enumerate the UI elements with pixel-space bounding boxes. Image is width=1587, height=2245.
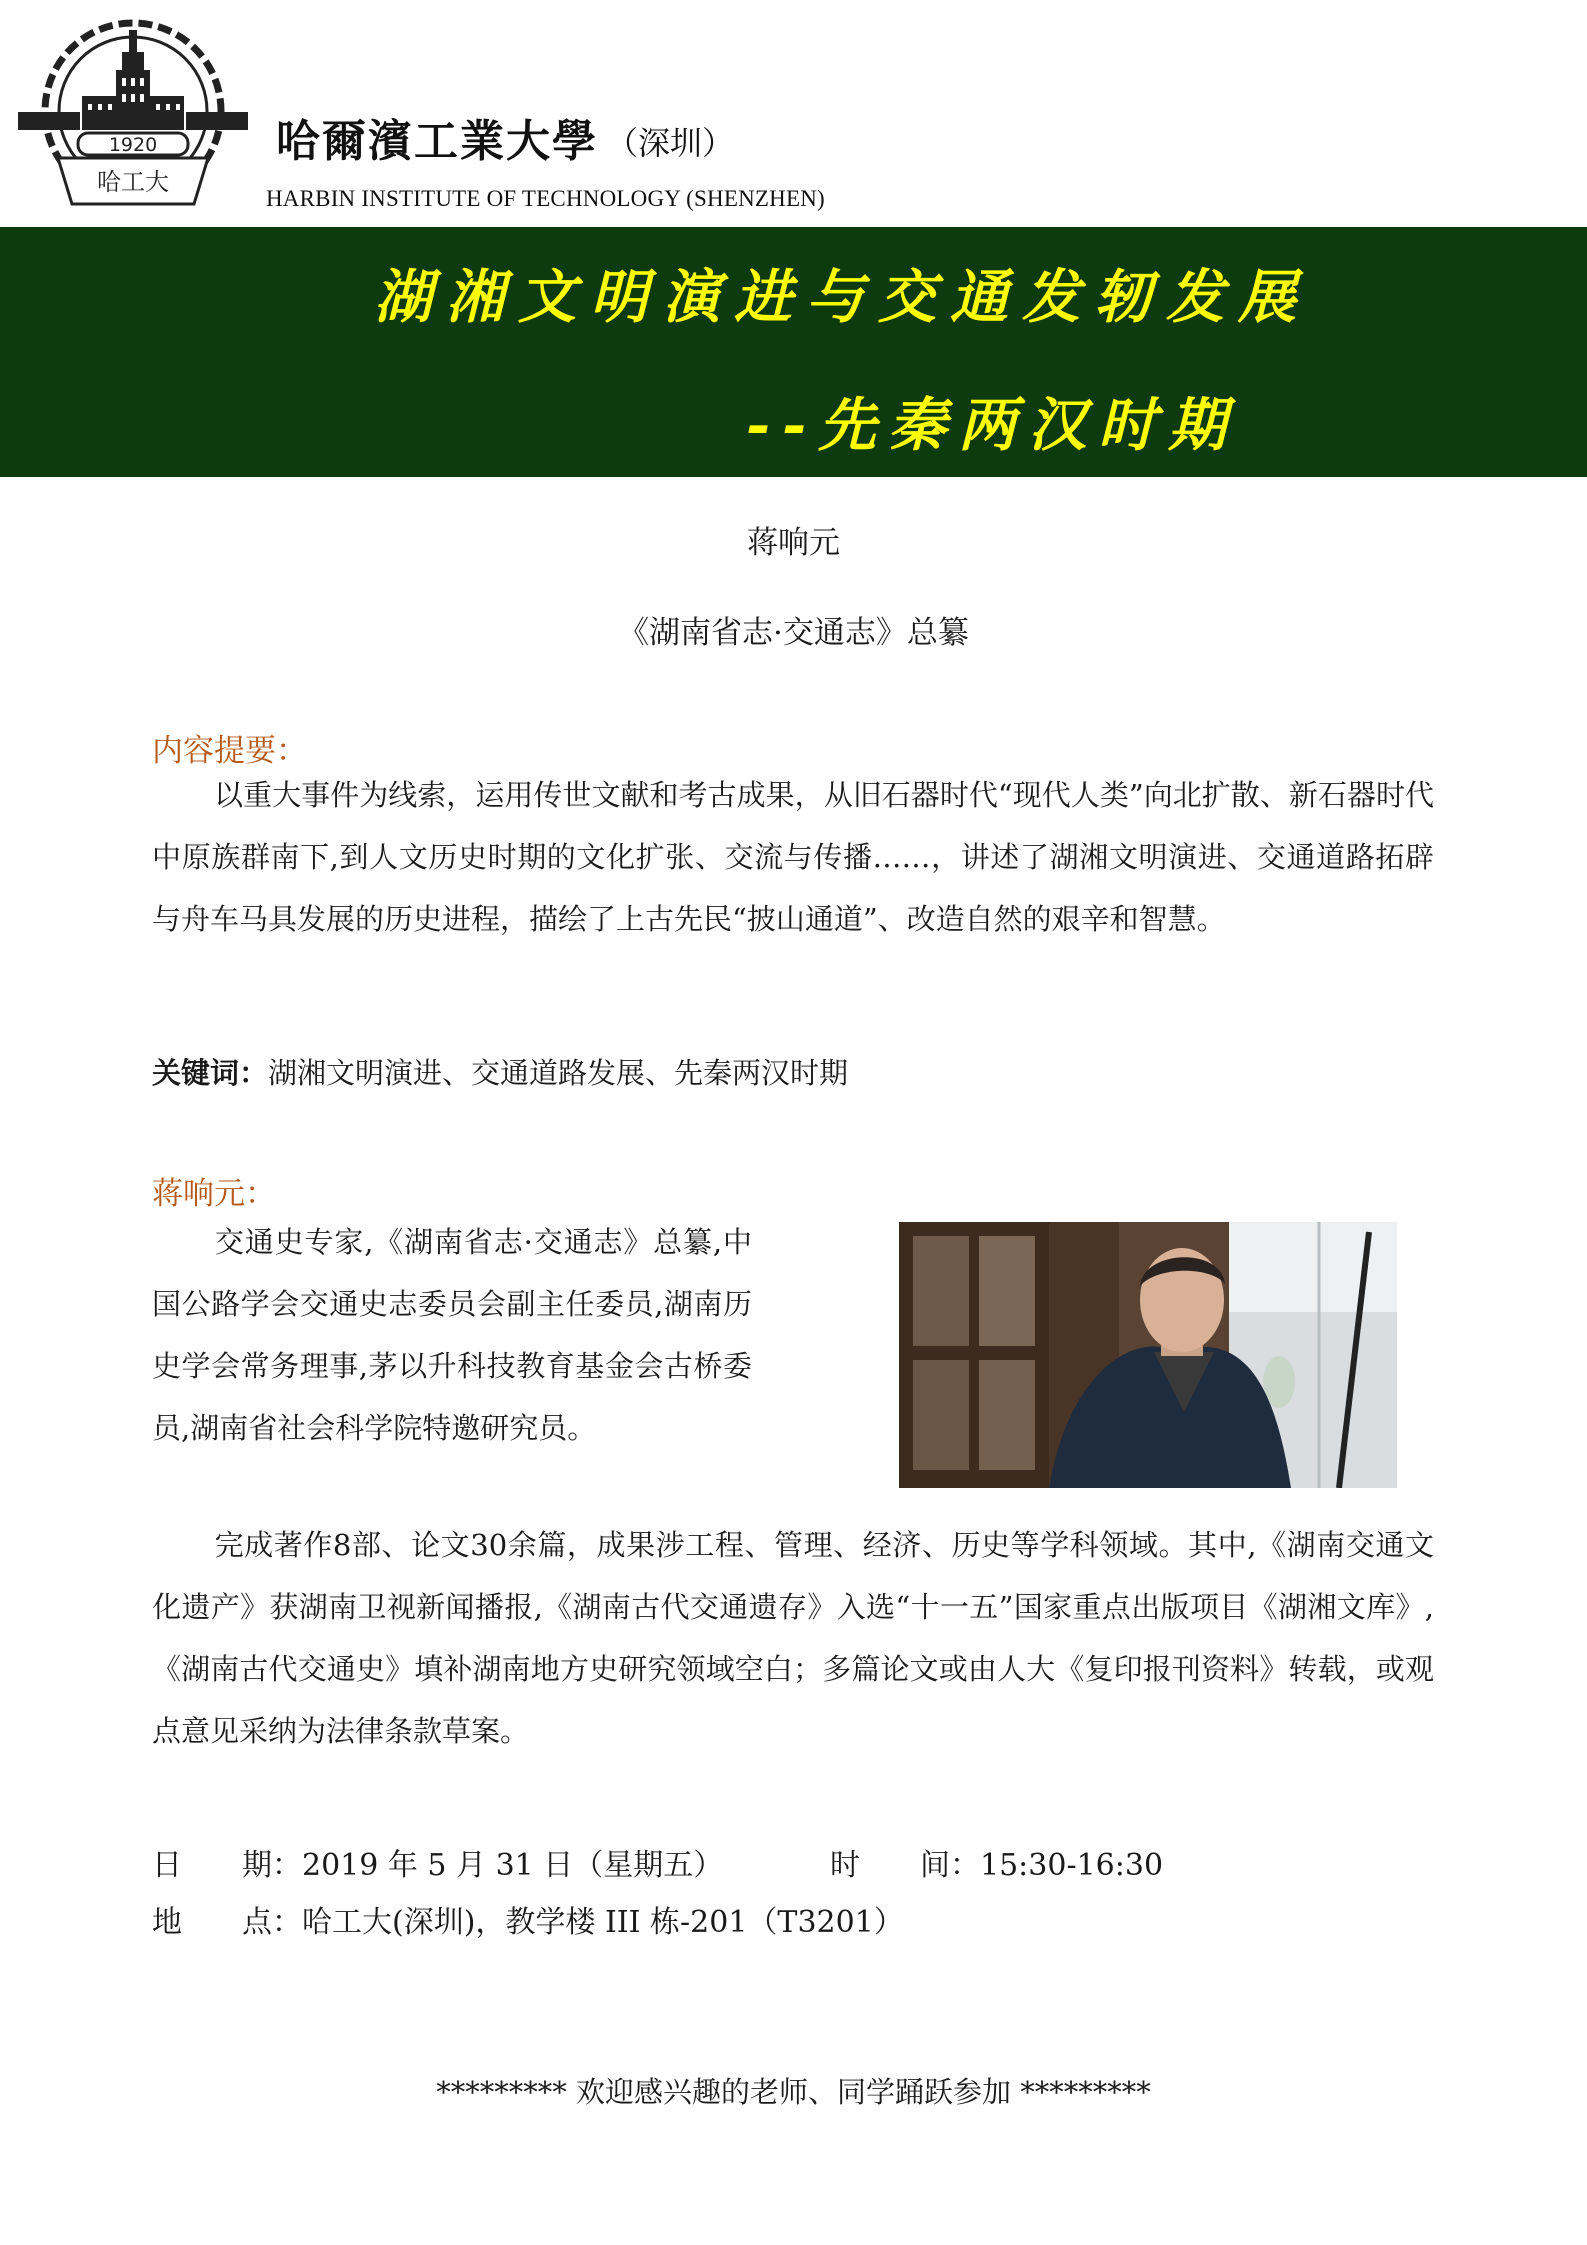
time-label: 时 间： — [830, 1848, 980, 1883]
bio-heading: 蒋响元： — [152, 1176, 276, 1212]
speaker-position: 《湖南省志·交通志》总纂 — [618, 615, 969, 651]
logo-year: 1920 — [108, 134, 158, 156]
logo-caption: 哈工大 — [97, 168, 169, 196]
keywords — [152, 1051, 848, 1092]
bio-paragraph-1-body: 交通史专家,《湖南省志·交通志》总纂,中国公路学会交通史志委员会副主任委员,湖南历史学会常务理事,茅以升科技教育基金会古桥委员,湖南省社会科学院特邀研究员。 — [152, 1225, 752, 1445]
keywords-value: 湖湘文明演进、交通道路发展、先秦两汉时期 — [268, 1056, 849, 1090]
lecture-title: 湖湘文明演进与交通发轫发展 — [374, 263, 1311, 331]
invitation-footer: ********* 欢迎感兴趣的老师、同学踊跃参加 ********* — [436, 2075, 1151, 2109]
event-date — [152, 1840, 723, 1884]
event-time — [830, 1840, 1163, 1884]
bio-paragraph-2-body: 完成著作8部、论文30余篇，成果涉工程、管理、经济、历史等学科领域。其中,《湖南交通文化遗产》获湖南卫视新闻播报,《湖南古代交通遗存》入选“十一五”国家重点出版项目《湖湘文库》,《湖南古代交通史》填补湖南地方史研究领域空白；多篇论文或由人大《复印报刊资料》转载，或观点意见采纳为法律条款草案。 — [152, 1528, 1434, 1748]
bio-paragraph-1 — [152, 1211, 752, 1459]
place-value: 哈工大(深圳)，教学楼 III 栋-201（T3201） — [302, 1905, 904, 1940]
university-logo — [18, 8, 248, 218]
time-value: 15:30-16:30 — [980, 1848, 1164, 1883]
event-place — [152, 1897, 904, 1941]
speaker-name: 蒋响元 — [747, 525, 840, 561]
university-name-cn: 哈爾濱工業大學 — [276, 116, 598, 167]
bio-paragraph-2 — [152, 1514, 1434, 1762]
place-label: 地 点： — [152, 1905, 302, 1940]
university-name-en: HARBIN INSTITUTE OF TECHNOLOGY (SHENZHEN) — [266, 186, 825, 211]
abstract-text — [152, 764, 1434, 950]
university-campus: （深圳） — [606, 124, 735, 162]
abstract-body: 以重大事件为线索，运用传世文献和考古成果，从旧石器时代“现代人类”向北扩散、新石器时代中原族群南下,到人文历史时期的文化扩张、交流与传播……，讲述了湖湘文明演进、交通道路拓辟与舟车马具发展的历史进程，描绘了上古先民“披山通道”、改造自然的艰辛和智慧。 — [152, 778, 1434, 936]
keywords-label: 关键词： — [152, 1056, 269, 1090]
date-value: 2019 年 5 月 31 日（星期五） — [302, 1848, 724, 1883]
abstract-heading: 内容提要： — [152, 733, 307, 769]
lecture-subtitle: --先秦两汉时期 — [746, 391, 1239, 459]
speaker-photo — [899, 1222, 1397, 1488]
date-label: 日 期： — [152, 1848, 302, 1883]
